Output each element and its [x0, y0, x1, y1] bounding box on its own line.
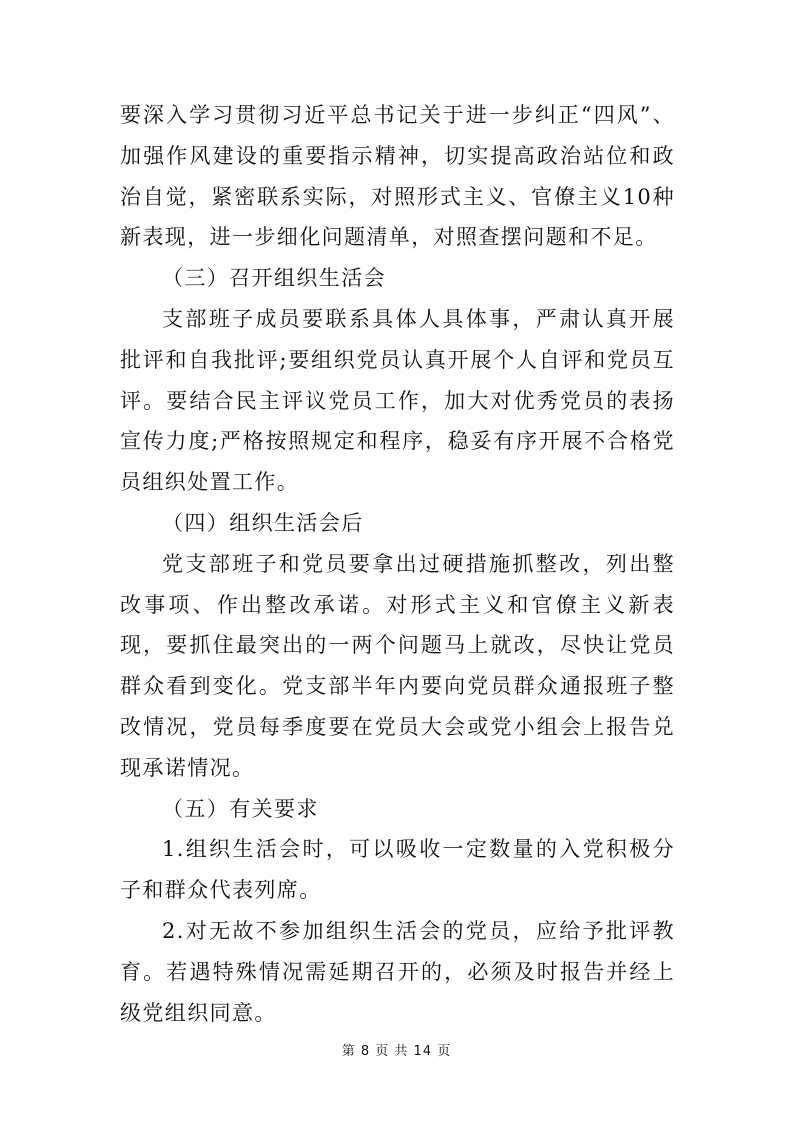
paragraph-intro: 要深入学习贯彻习近平总书记关于进一步纠正“四风”、加强作风建设的重要指示精神，切实提高政治站位和政治自觉，紧密联系实际，对照形式主义、官僚主义10种新表现，进一步细化问题清单，对照查摆问题和不足。	[120, 103, 675, 250]
document-body	[120, 95, 675, 1033]
paragraph-section-4: 党支部班子和党员要拿出过硬措施抓整改，列出整改事项、作出整改承诺。对形式主义和官僚主义新表现，要抓住最突出的一两个问题马上就改，尽快让党员群众看到变化。党支部半年内要向党员群众通报班子整改情况，党员每季度要在党员大会或党小组会上报告兑现承诺情况。	[120, 551, 675, 780]
section-heading-4: （四）组织生活会后	[162, 510, 364, 535]
requirement-item-1: 1.组织生活会时，可以吸收一定数量的入党积极分子和群众代表列席。	[120, 837, 675, 903]
page-number-footer: 第 8 页 共 14 页	[341, 1044, 452, 1059]
section-heading-3: （三）召开组织生活会	[162, 266, 386, 291]
paragraph-section-3: 支部班子成员要联系具体人具体事，严肃认真开展批评和自我批评;要组织党员认真开展个人自评和党员互评。要结合民主评议党员工作，加大对优秀党员的表扬宣传力度;严格按照规定和程序，稳妥有序开展不合格党员组织处置工作。	[120, 306, 675, 495]
section-heading-5: （五）有关要求	[162, 796, 319, 821]
requirement-item-2: 2.对无故不参加组织生活会的党员，应给予批评教育。若遇特殊情况需延期召开的，必须及时报告并经上级党组织同意。	[120, 918, 675, 1025]
